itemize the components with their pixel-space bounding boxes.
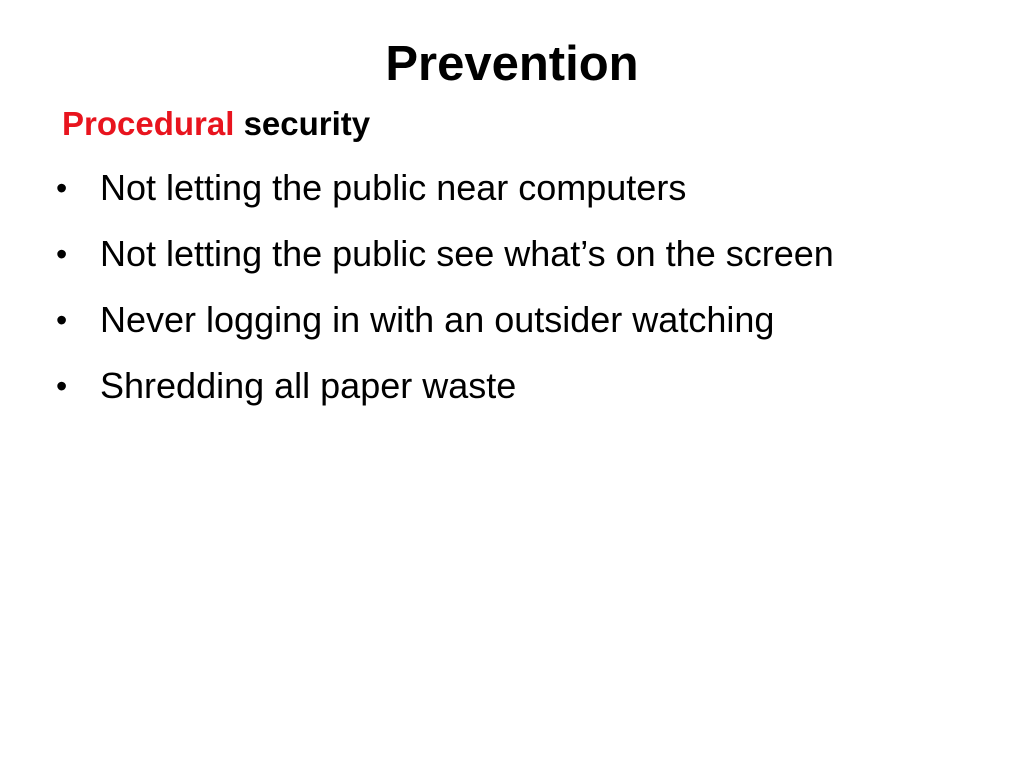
slide-title: Prevention bbox=[385, 37, 639, 91]
bullet-text: Not letting the public see what’s on the screen bbox=[100, 233, 834, 274]
bullet-text: Not letting the public near computers bbox=[100, 167, 687, 208]
subheading-rest: security bbox=[243, 105, 371, 142]
bullet-dot-icon: • bbox=[56, 368, 68, 404]
bullet-text: Never logging in with an outsider watching bbox=[100, 299, 775, 340]
bullet-text: Shredding all paper waste bbox=[100, 365, 517, 406]
bullet-item bbox=[56, 295, 1016, 361]
bullet-list bbox=[56, 163, 1016, 427]
bullet-dot-icon: • bbox=[56, 302, 68, 338]
bullet-item bbox=[56, 163, 1016, 229]
bullet-dot-icon: • bbox=[56, 170, 68, 206]
slide-subheading bbox=[62, 102, 370, 146]
bullet-dot-icon: • bbox=[56, 236, 68, 272]
bullet-item bbox=[56, 361, 1016, 427]
bullet-item bbox=[56, 229, 1016, 295]
subheading-accent-word: Procedural bbox=[62, 105, 235, 142]
